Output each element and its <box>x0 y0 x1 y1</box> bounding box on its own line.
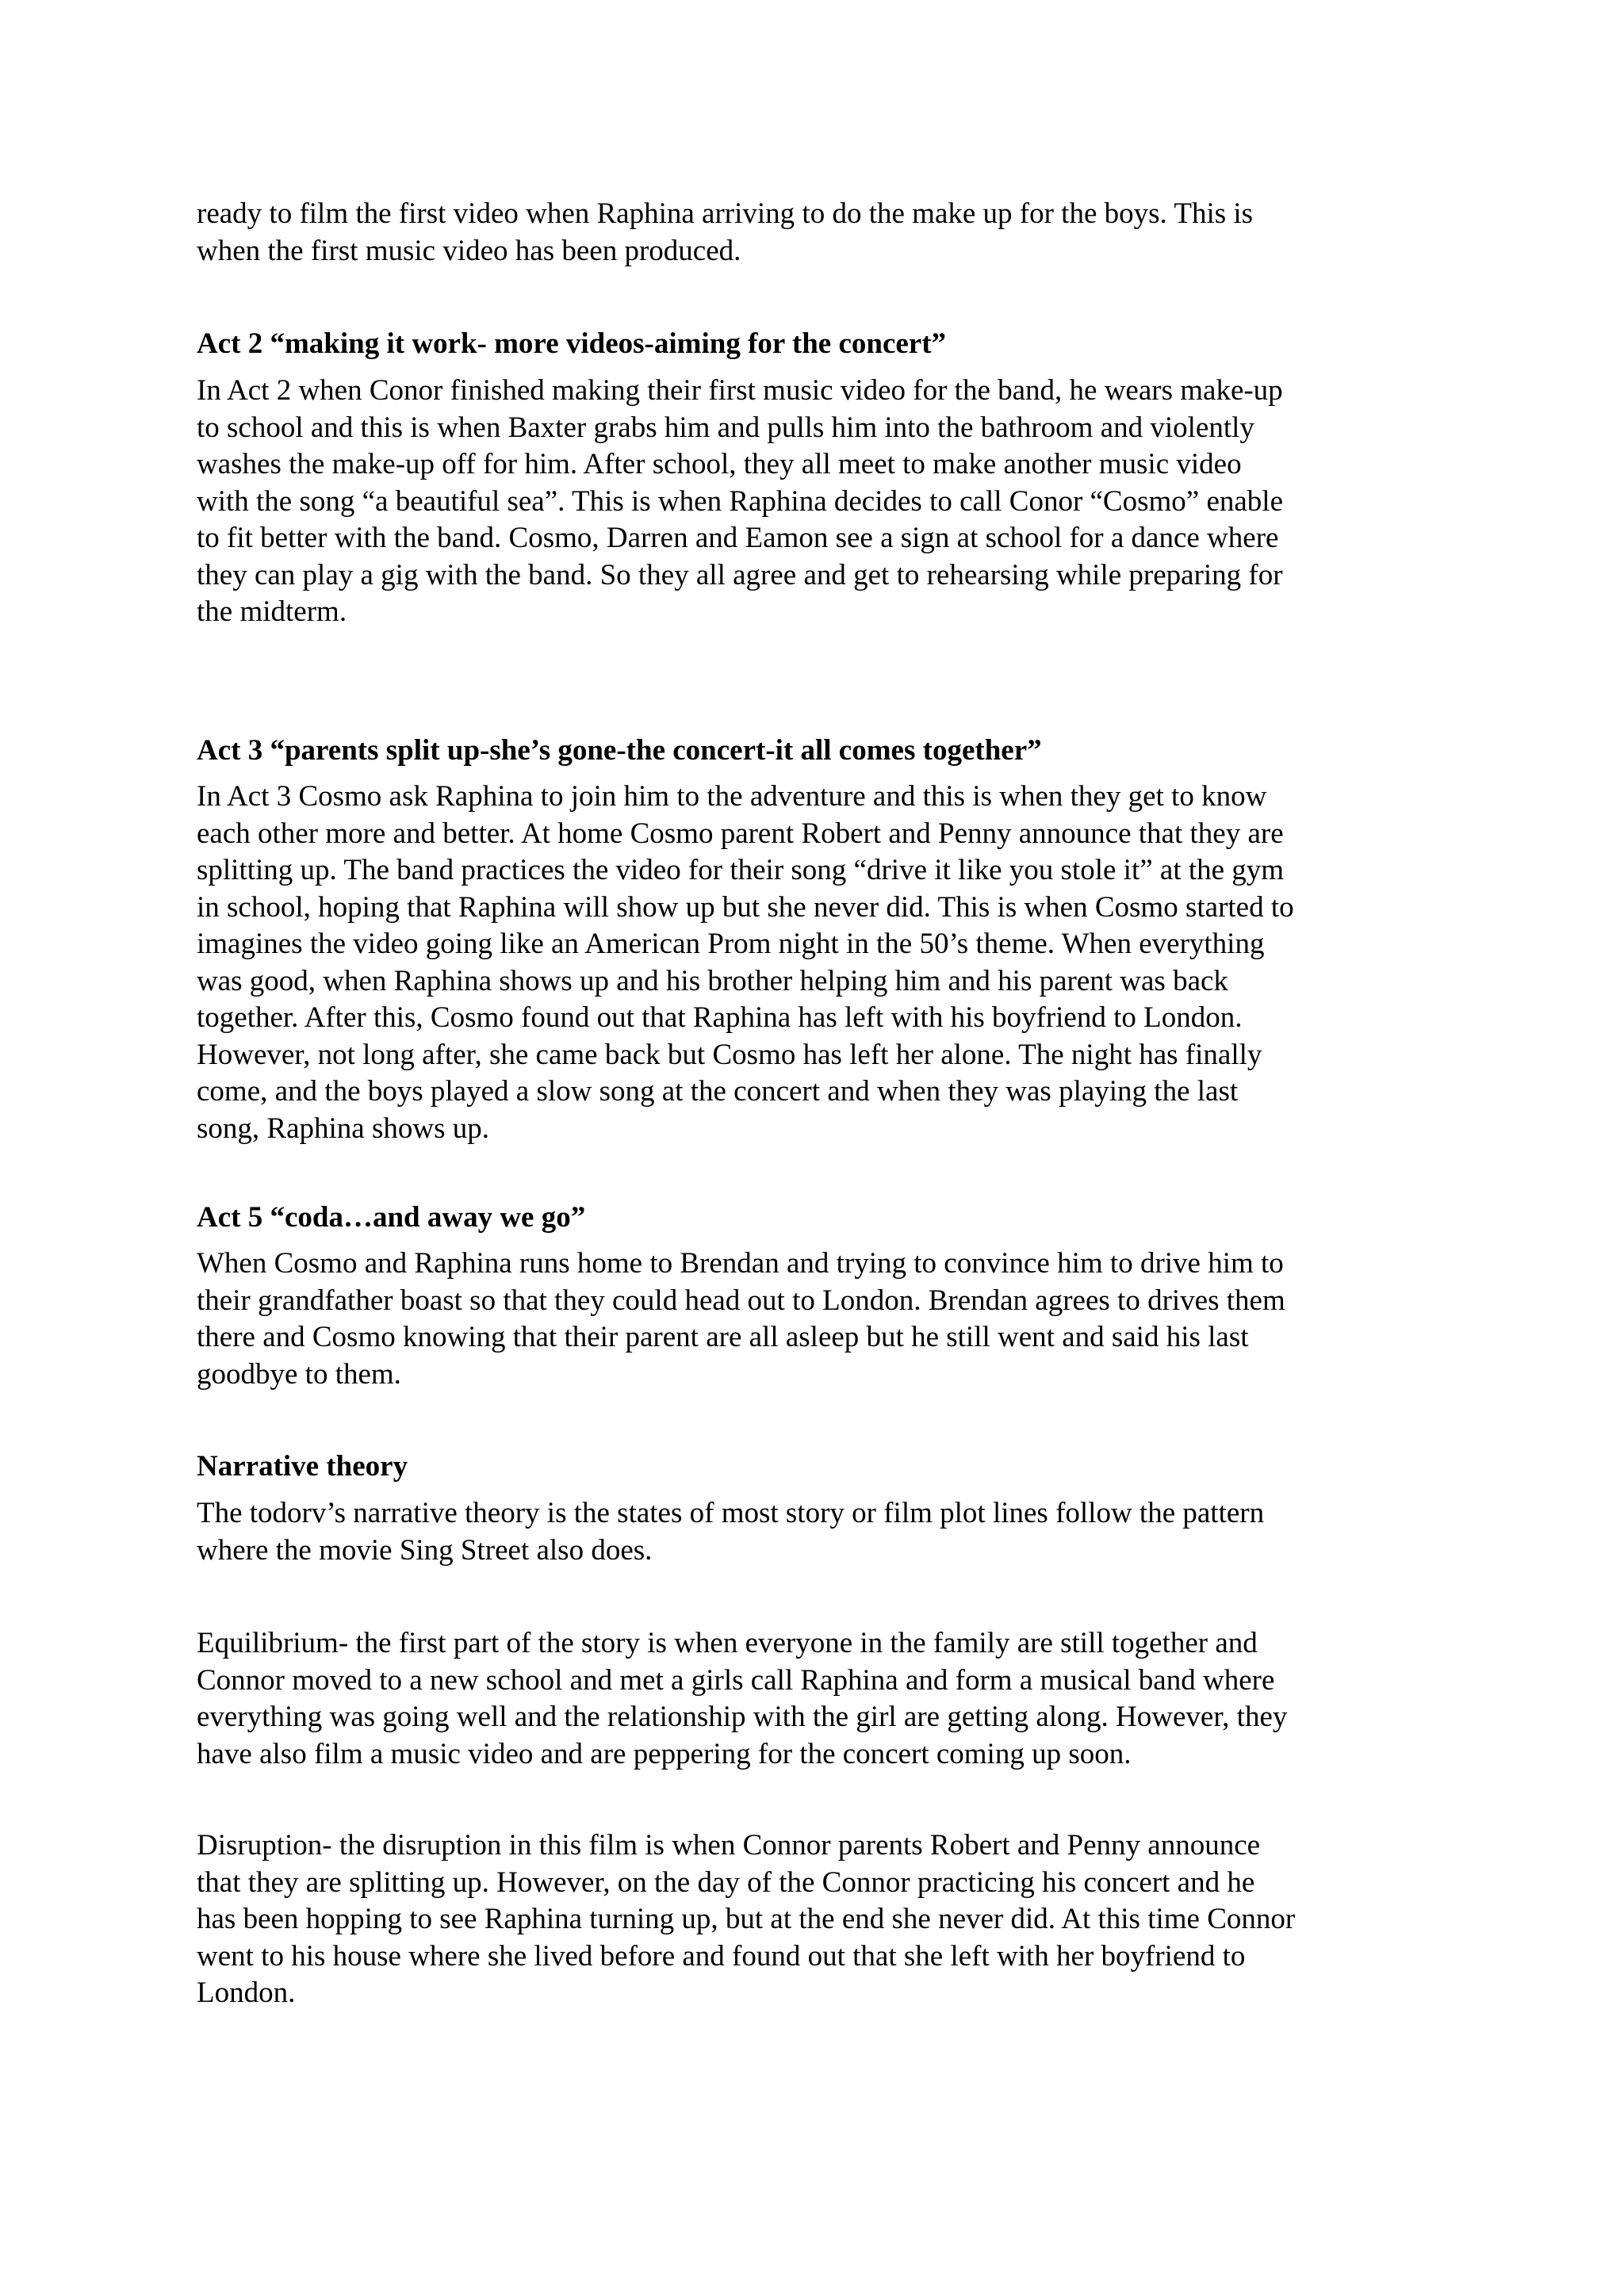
text-line: Equilibrium- the first part of the story is when everyone in the family are still together and <box>197 1627 1258 1659</box>
equilibrium-paragraph <box>197 1625 1418 1773</box>
narrative-theory-paragraph <box>197 1495 1418 1569</box>
text-line: The todorv’s narrative theory is the states of most story or film plot lines follow the pattern <box>197 1497 1265 1529</box>
text-line: with the song “a beautiful sea”. This is when Raphina decides to call Conor “Cosmo” enable <box>197 484 1284 518</box>
text-line: to school and this is when Baxter grabs him and pulls him into the bathroom and violently <box>197 411 1254 444</box>
text-line: However, not long after, she came back but Cosmo has left her alone. The night has finally <box>197 1038 1262 1071</box>
text-line: When Cosmo and Raphina runs home to Brendan and trying to convince him to drive him to <box>197 1247 1284 1280</box>
text-line: In Act 2 when Conor finished making their first music video for the band, he wears make-up <box>197 374 1283 407</box>
text-line: ready to film the first video when Raphina arriving to do the make up for the boys. This is <box>197 197 1254 230</box>
intro-paragraph <box>197 196 1418 270</box>
text-line: they can play a gig with the band. So they all agree and get to rehearsing while preparing for <box>197 558 1283 591</box>
act5-heading: Act 5 “coda…and away we go” <box>197 1201 586 1234</box>
disruption-paragraph <box>197 1827 1418 2012</box>
text-line: their grandfather boast so that they could head out to London. Brendan agrees to drives them <box>197 1284 1285 1317</box>
act3-heading: Act 3 “parents split up-she’s gone-the concert-it all comes together” <box>197 734 1042 767</box>
text-line: Disruption- the disruption in this film is when Connor parents Robert and Penny announce <box>197 1829 1261 1862</box>
act5-paragraph <box>197 1246 1418 1393</box>
text-line: has been hopping to see Raphina turning up, but at the end she never did. At this time Connor <box>197 1903 1296 1935</box>
text-line: each other more and better. At home Cosmo parent Robert and Penny announce that they are <box>197 817 1284 850</box>
text-line: splitting up. The band practices the video for their song “drive it like you stole it” at the gym <box>197 854 1285 886</box>
text-line: come, and the boys played a slow song at the concert and when they was playing the last <box>197 1075 1239 1108</box>
text-line: washes the make-up off for him. After school, they all meet to make another music video <box>197 448 1242 480</box>
act3-paragraph <box>197 779 1418 1147</box>
act2-heading: Act 2 “making it work- more videos-aiming for the concert” <box>197 327 947 360</box>
text-line: have also film a music video and are peppering for the concert coming up soon. <box>197 1737 1132 1770</box>
act2-paragraph <box>197 373 1418 631</box>
narrative-theory-heading: Narrative theory <box>197 1450 408 1483</box>
text-line: everything was going well and the relationship with the girl are getting along. However, they <box>197 1701 1288 1733</box>
text-line: went to his house where she lived before and found out that she left with her boyfriend to <box>197 1939 1246 1973</box>
text-line: that they are splitting up. However, on the day of the Connor practicing his concert and he <box>197 1866 1255 1899</box>
text-line: together. After this, Cosmo found out that Raphina has left with his boyfriend to London. <box>197 1001 1243 1034</box>
text-line: In Act 3 Cosmo ask Raphina to join him to the adventure and this is when they get to know <box>197 780 1267 813</box>
text-line: was good, when Raphina shows up and his brother helping him and his parent was back <box>197 964 1228 997</box>
text-line: goodbye to them. <box>197 1357 401 1391</box>
text-line: London. <box>197 1976 296 2009</box>
text-line: when the first music video has been produced. <box>197 234 741 267</box>
text-line: song, Raphina shows up. <box>197 1112 489 1145</box>
text-line: the midterm. <box>197 595 347 628</box>
text-line: imagines the video going like an American Prom night in the 50’s theme. When everything <box>197 928 1265 960</box>
text-line: there and Cosmo knowing that their parent are all asleep but he still went and said his last <box>197 1321 1249 1353</box>
text-line: to fit better with the band. Cosmo, Darren and Eamon see a sign at school for a dance where <box>197 522 1279 554</box>
text-line: Connor moved to a new school and met a girls call Raphina and form a musical band where <box>197 1663 1275 1697</box>
text-line: where the movie Sing Street also does. <box>197 1533 653 1567</box>
text-line: in school, hoping that Raphina will show up but she never did. This is when Cosmo started to <box>197 890 1294 924</box>
